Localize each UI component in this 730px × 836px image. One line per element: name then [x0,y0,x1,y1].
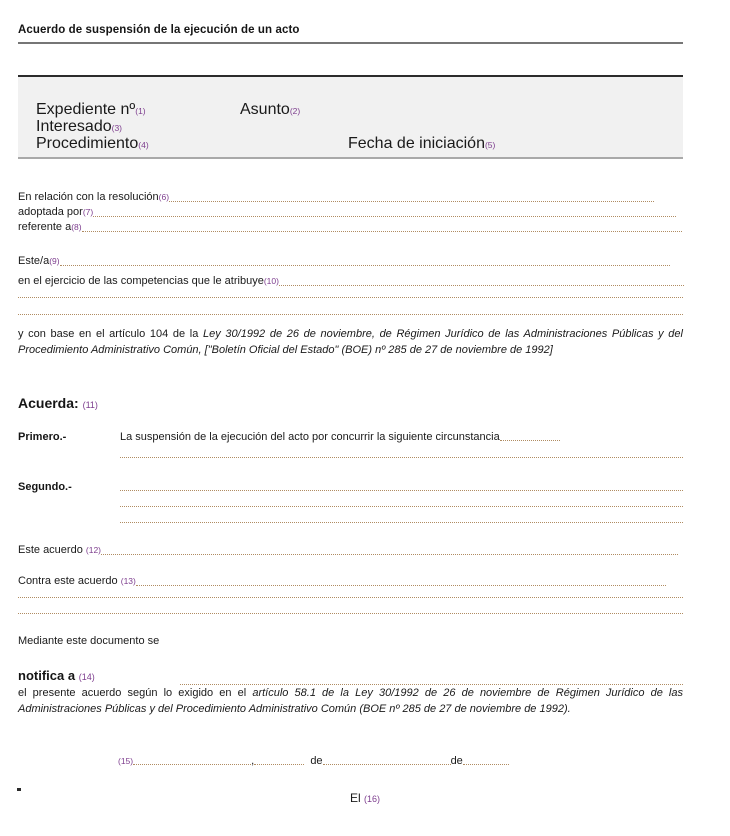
line-contra-este-acuerdo-ref: (13) [120,576,136,586]
line-ejercicio-competencias-label: en el ejercicio de las competencias que le atribuye [18,275,264,287]
blank-dotted-line [120,521,683,523]
acuerda-item-segundo-label: Segundo.- [18,481,72,493]
field-interesado [36,118,122,136]
paragraph-notification-basis [18,686,683,717]
acuerda-heading [18,395,98,411]
line-adoptada-por [18,205,683,219]
signatory-line [0,791,730,805]
line-este-acuerdo [18,543,683,557]
acuerda-item-primero-label: Primero.- [18,431,67,443]
line-este-acuerdo-ref: (12) [85,545,102,555]
line-este-acuerdo-label: Este acuerdo [18,544,83,556]
legal-basis-citation: Ley 30/1992 de 26 de noviembre, de Régimen Jurídico de las Administraciones Públicas y del Procedimiento Administrativo Común, ["Boletín Oficial del Estado" (BOE) nº 285 de 27 de noviembre de 1992] [18,328,683,356]
dotted-fill [169,195,654,202]
blank-dotted-line [18,313,683,315]
dotted-fill [463,758,509,765]
dotted-fill [180,678,683,685]
line-ejercicio-competencias [18,274,683,288]
signature-de-1: de [310,755,323,767]
dotted-fill [279,279,684,286]
line-en-relacion [18,190,683,204]
line-este-a [18,254,683,268]
field-procedimiento-ref: (4) [138,140,149,150]
dotted-fill [133,758,251,765]
notifica-a-label: notifica a [18,668,76,683]
blank-dotted-line [18,596,683,598]
acuerda-item-primero-text [120,431,683,443]
notification-basis-citation: artículo 58.1 de la Ley 30/1992 de 26 de noviembre de Régimen Jurídico de las Administraciones Públicas y del Procedimiento Administrativo Común (BOE nº 285 de 27 de noviembre de 1992). [18,687,683,715]
field-asunto-label: Asunto [240,101,290,118]
field-procedimiento [36,135,149,153]
line-referente-a-ref: (8) [71,222,82,232]
legal-basis-lead: y con base en el artículo 104 de la [18,328,204,340]
line-en-relacion-label: En relación con la resolución [18,191,159,203]
blank-dotted-line [120,505,683,507]
line-adoptada-por-label: adoptada por [18,206,83,218]
line-en-relacion-ref: (6) [158,192,170,202]
line-este-a-label: Este/a [18,255,50,267]
blank-dotted-line [120,489,683,491]
line-contra-este-acuerdo [18,574,683,588]
dotted-fill [500,434,560,441]
line-contra-este-acuerdo-label: Contra este acuerdo [18,575,118,587]
line-mediante-documento: Mediante este documento se [18,635,160,647]
paragraph-legal-basis [18,327,683,358]
dotted-fill [60,259,670,266]
page-title: Acuerdo de suspensión de la ejecución de un acto [18,24,683,44]
blank-dotted-line [120,456,683,458]
notifica-a-heading [18,668,95,683]
line-ejercicio-competencias-ref: (10) [263,276,279,286]
field-interesado-label: Interesado [36,118,112,135]
acuerda-heading-label: Acuerda: [18,395,79,411]
signature-place-ref: (15) [118,756,134,766]
field-procedimiento-label: Procedimiento [36,135,139,152]
signature-date-line [118,755,618,767]
line-adoptada-por-ref: (7) [82,207,94,217]
signature-de-2: de [450,755,463,767]
dotted-fill [136,579,666,586]
notifica-a-ref: (14) [78,672,95,682]
signatory-ref: (16) [364,794,381,804]
dotted-fill [254,758,304,765]
field-expediente-label: Expediente nº [36,101,136,118]
dotted-fill [101,548,678,555]
field-asunto [240,101,300,119]
field-expediente [36,101,146,119]
dotted-fill [82,225,682,232]
field-interesado-ref: (3) [111,123,122,133]
notification-basis-lead: el presente acuerdo según lo exigido en el [18,687,253,699]
dotted-fill [93,210,676,217]
acuerda-heading-ref: (11) [82,400,98,410]
line-referente-a-label: referente a [18,221,72,233]
line-referente-a [18,220,683,234]
field-fecha-iniciacion-ref: (5) [484,140,496,150]
field-fecha-iniciacion [348,135,495,153]
signatory-label: El [349,791,361,805]
dotted-fill [323,758,451,765]
form-header-box [18,75,683,159]
field-expediente-ref: (1) [135,106,146,116]
field-asunto-ref: (2) [289,106,301,116]
signature-comma: , [251,755,255,767]
line-este-a-ref: (9) [49,256,60,266]
blank-dotted-line [18,612,683,614]
blank-dotted-line [18,296,683,298]
field-fecha-iniciacion-label: Fecha de iniciación [348,135,485,152]
acuerda-item-primero-body: La suspensión de la ejecución del acto por concurrir la siguiente circunstancia [120,431,500,443]
